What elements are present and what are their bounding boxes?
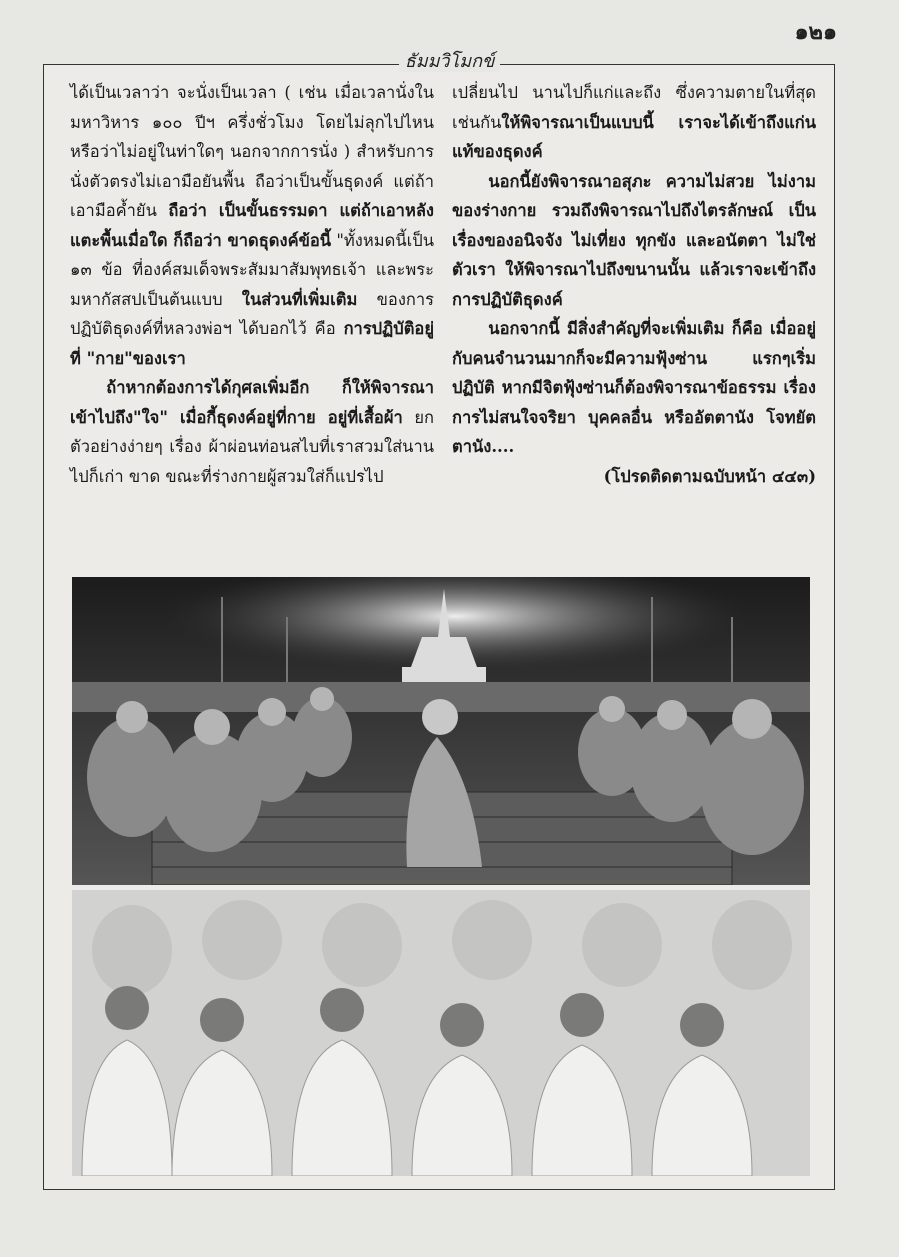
running-header-text: ธัมมวิโมกข์ <box>399 51 501 72</box>
text-run-bold: การปฏิบัติอยู่ที่ "กาย"ของเรา <box>70 319 434 368</box>
text-run: ได้เป็นเวลาว่า จะนั่งเป็นเวลา ( เช่น เมื่อเวลานั่งในมหาวิหาร ๑๐๐ ปีฯ ครึ่งชั่วโมง โดยไม่ลุกไปไหน หรือว่าไม่อยู่ในท่าใดๆ นอกจากการนั่ง ) สำหรับการนั่งตัวตรงไม่เอามือยันพื้น ถือว่าเป็นขั้นธุดงค์ แต่ถ้าเอามือค้ำยัน <box>70 83 434 220</box>
text-run: เปลี่ยนไป นานไปก็แก่และถึง ซึ่งความตายในที่สุดเช่นกัน <box>452 83 816 132</box>
text-run-bold: นอกนี้ยังพิจารณาอสุภะ ความไม่สวย ไม่งามของร่างกาย รวมถึงพิจารณาไปถึงไตรลักษณ์ เป็นเรื่องของอนิจจัง ไม่เที่ยง ทุกขัง และอนัตตา ไม่ใช่ตัวเรา ให้พิจารณาไปถึงขนานนั้น แล้วเราจะเข้าถึงการปฏิบัติธุดงค์ <box>452 171 816 309</box>
photo-monks-illustration <box>72 577 810 885</box>
paragraph <box>452 78 816 167</box>
text-run-bold: ถ้าหากต้องการได้กุศลเพิ่มอีก ก็ให้พิจารณาเข้าไปถึง"ใจ" เมื่อกี้ธุดงค์อยู่ที่กาย อยู่ที่เสื้อผ้า <box>70 378 434 427</box>
text-run-bold: ถือว่า เป็นขั้นธรรมดา แต่ถ้าเอาหลังแตะพื้นเมื่อใด ก็ถือว่า ขาดธุดงค์ข้อนี้ <box>70 201 434 250</box>
continuation-note: (โปรดติดตามฉบับหน้า ๔๔๓) <box>603 466 816 486</box>
left-column <box>70 78 434 491</box>
page-number: ๑๒๑ <box>794 19 837 45</box>
photo-monks-meditation <box>72 577 810 885</box>
photo-laypeople-meditation <box>72 890 810 1176</box>
text-run: "ทั้งหมดนี้เป็น ๑๓ ข้อ ที่องค์สมเด็จพระสัมมาสัมพุทธเจ้า และพระมหากัสสปเป็นต้นแบบ <box>70 230 435 309</box>
text-run-bold: ในส่วนที่เพิ่มเติม <box>241 289 358 309</box>
running-header <box>0 46 899 75</box>
paragraph <box>70 78 434 373</box>
right-column <box>452 78 816 491</box>
paragraph <box>452 314 816 462</box>
text-run-bold: ให้พิจารณาเป็นแบบนี้ เราจะได้เข้าถึงแก่นแท้ของธุดงค์ <box>452 112 816 161</box>
text-run-bold: นอกจากนี้ มีสิ่งสำคัญที่จะเพิ่มเติม ก็คือ เมื่ออยู่กับคนจำนวนมากก็จะมีความฟุ้งซ่าน แรกๆเริ่มปฏิบัติ หากมีจิตฟุ้งซ่านก็ต้องพิจารณาข้อธรรม เรื่องการไม่สนใจจริยา บุคคลอื่น หรืออัตตานัง โจทยัตตานัง.... <box>452 319 816 456</box>
text-run: ยกตัวอย่างง่ายๆ เรื่อง ผ้าผ่อนท่อนสไบที่เราสวมใส่นานไปก็เก่า ขาด ขณะที่ร่างกายผู้สวมใส่ก็แปรไป <box>70 407 435 486</box>
paragraph <box>70 373 434 491</box>
photo-laypeople-illustration <box>72 890 810 1176</box>
paragraph <box>452 462 816 492</box>
paragraph <box>452 167 816 315</box>
text-run: ของการปฏิบัติธุดงค์ที่หลวงพ่อฯ ได้บอกไว้ คือ <box>70 289 434 338</box>
